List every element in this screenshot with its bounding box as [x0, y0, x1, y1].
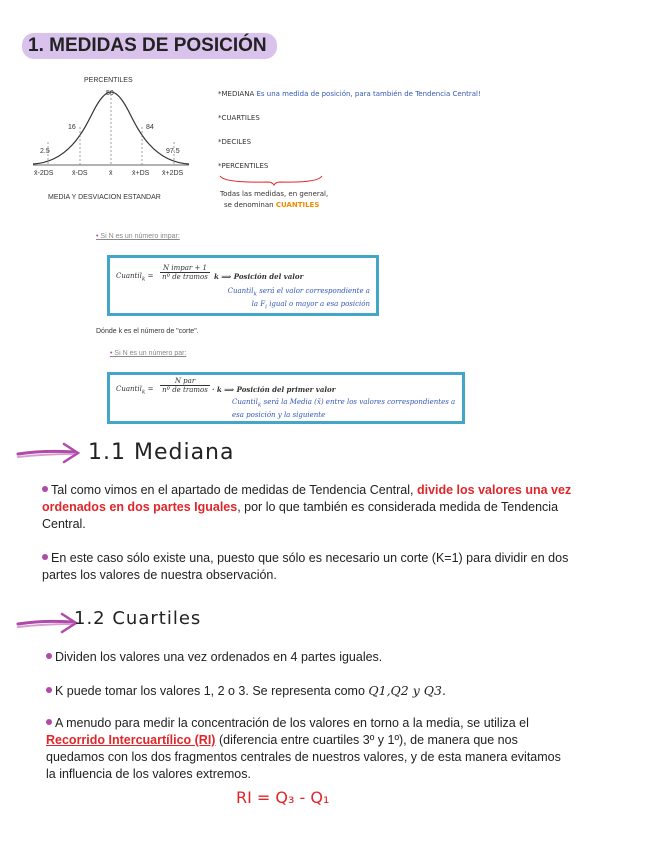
cuartiles-bullet-3: A menudo para medir la concentración de los valores en torno a la media, se utiliza el Recorrido Intercuartílico (RI) (diferencia entre cuartiles 3º y 1º), de manera que nos quedamos con los dos fragmentos centrales de nuestros valores, y de esta manera evitamos la influencia de los valores extremos. — [46, 716, 561, 781]
formula-box-impar: Cuantil$_k$ = N impar + 1 nº de tramos k ⟹ Posición del valor Cuantil$_k$ será el valor correspondiente a la $F_i$ igual o mayor a esa posición — [107, 255, 379, 316]
axis-label: x̄ — [109, 170, 113, 177]
impar-k: k ⟹ Posición del valor — [214, 272, 304, 281]
note-footer-1: Todas las medidas, en general, — [220, 190, 329, 198]
axis-label: x̄-DS — [72, 170, 88, 177]
par-label: • Si N es un número par: — [110, 350, 187, 357]
par-numerator: N par — [160, 377, 210, 386]
value-p97-5: 97.5 — [166, 148, 180, 155]
value-p84: 84 — [146, 124, 154, 131]
value-p16: 16 — [68, 124, 76, 131]
note-percentiles: *PERCENTILES — [218, 162, 269, 170]
note-mediana-label: *MEDIANA — [218, 90, 255, 98]
impar-label: • Si N es un número impar: — [96, 233, 180, 240]
mediana-paragraph-1: Tal como vimos en el apartado de medidas de Tendencia Central, divide los valores una vez ordenados en dos partes Iguales, por lo que también es considerada medida de Tendencia Central. — [42, 483, 572, 531]
red-underline-brace — [218, 174, 328, 186]
axis-label: x̄+DS — [132, 170, 150, 177]
value-p2-5: 2.5 — [40, 148, 50, 155]
note-deciles: *DECILES — [218, 138, 252, 146]
value-p50: 50 — [106, 90, 114, 97]
impar-lhs: Cuantil — [116, 272, 142, 280]
note-footer-highlight: CUANTILES — [275, 201, 320, 209]
chart-caption: MEDIA Y DESVIACION ESTANDAR — [48, 194, 161, 201]
note-footer-2: se denominan — [224, 201, 274, 209]
impar-denominator: nº de tramos — [162, 273, 208, 281]
section-heading-mediana: 1.1 Mediana — [88, 440, 235, 465]
chart-header: PERCENTILES — [84, 77, 133, 84]
par-denominator: nº de tramos — [162, 386, 208, 394]
note-cuartiles: *CUARTILES — [218, 114, 260, 122]
impar-numerator: N impar + 1 — [160, 264, 210, 273]
notes-block — [218, 90, 648, 220]
section-heading-cuartiles: 1.2 Cuartiles — [74, 608, 202, 629]
normal-distribution-figure — [28, 72, 198, 212]
axis-label: x̄-2DS — [34, 170, 54, 177]
cuartiles-bullet-1: Dividen los valores una vez ordenados en 4 partes iguales. — [46, 649, 566, 666]
ri-formula: RI = Q₃ - Q₁ — [236, 788, 330, 807]
cuartiles-bullet-2: K puede tomar los valores 1, 2 o 3. Se representa como Q1,Q2 y Q3. — [46, 682, 566, 700]
formula-box-par: Cuantil$_k$ = N par nº de tramos · k ⟹ Posición del primer valor Cuantil$_k$ será la Media (x̄) entre los valores correspondientes a esa posición y la siguiente — [107, 372, 465, 424]
page-title: 1. MEDIDAS DE POSICIÓN — [22, 33, 277, 59]
note-mediana-text: Es una medida de posición, para también de Tendencia Central! — [256, 90, 481, 98]
arrow-icon — [14, 438, 84, 468]
donde-note: Dónde k es el número de "corte". — [96, 328, 199, 335]
mediana-paragraph-2: En este caso sólo existe una, puesto que sólo es necesario un corte (K=1) para dividir en dos partes los valores de nuestra observación. — [42, 551, 569, 582]
par-k: · k ⟹ Posición del primer valor — [212, 385, 336, 394]
axis-label: x̄+2DS — [162, 170, 184, 177]
